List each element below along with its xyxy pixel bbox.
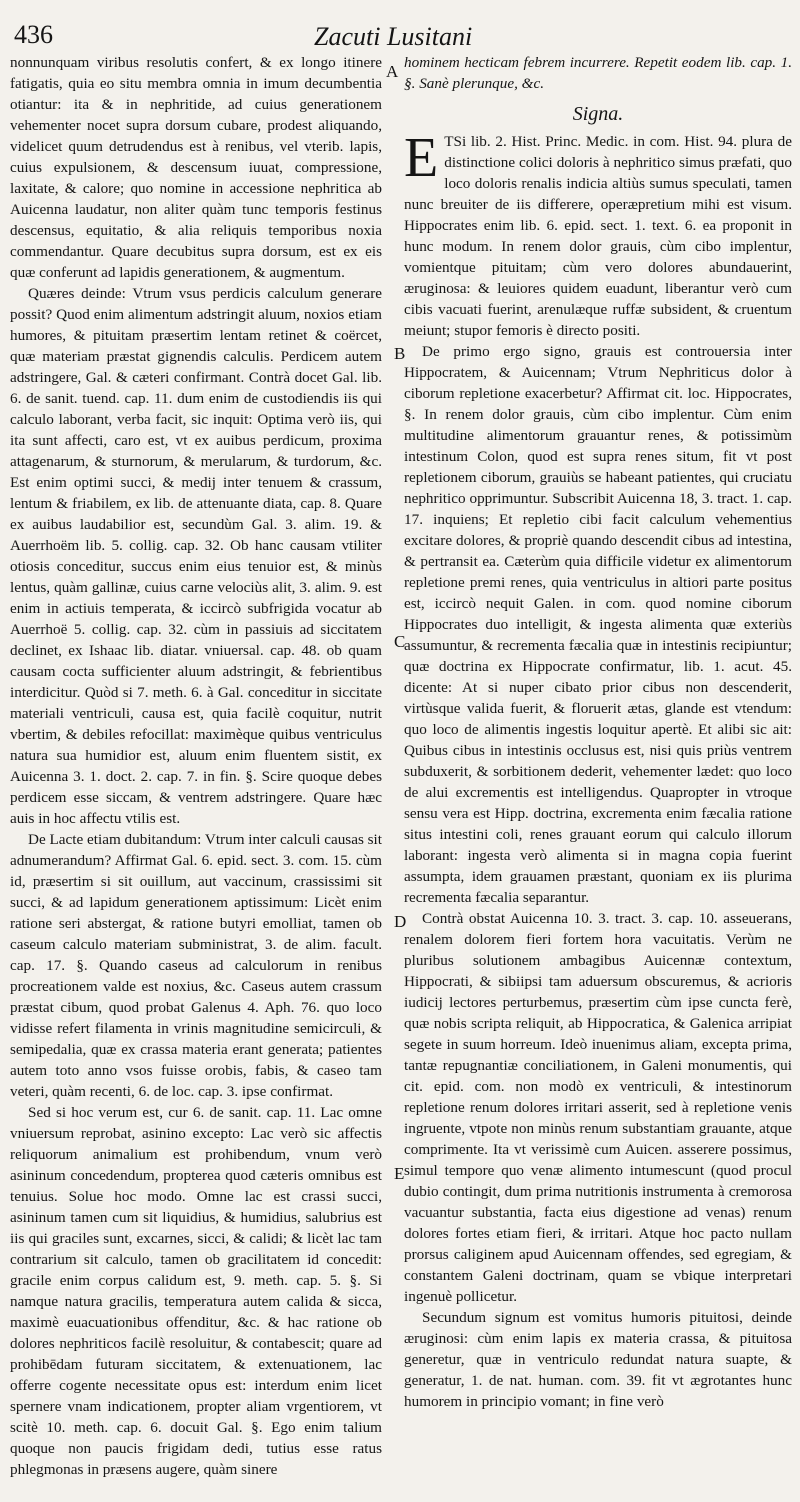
right-paragraph-3: Contrà obstat Auicenna 10. 3. tract. 3. cap. 10. asseuerans, renalem dolorem fieri fortem hora vacuitatis. Verùm ne pluribus solutionem ambagibus Auicennæ contextum, Hippocrati, & sibiipsi tam aduersum obscuremus, & acrioris iudicij lectores perturbemus, præsertim cùm ipse cuncta ferè, quæ nobis scripta reliquit, ab Hippocratica, & Galenica arripiat segete in suum horreum. Ideò inuenimus aliam, excepta prima, tantæ repugnantiæ conciliationem, in Galeni monumentis, qui cit. epid. com. non modò ex ventriculi, & intestinorum repletione renum dolores irritari asserit, sed à repletione venis ingruente, vtpote non minùs renum substantiam grauante, atque comprimente. Ita vt verissimè cum Auicen. asserere possimus, simul tempore quo venæ alimento intumescunt (quod procul dubio contingit, dum prima nutritionis instrumenta à cremorosa vacuantur substantia, facta eius digestione ad venas) renum dolores fortes etiam fieri, & irritari. Atque hoc pacto nullam prorsus caliginem apud Auicennam offendes, sed egregiam, & constantem Galeni doctrinam, quam se vbique interpretari ingenuè pollicetur. xyxy=(404,910,792,1305)
left-paragraph-3: De Lacte etiam dubitandum: Vtrum inter calculi causas sit adnumerandum? Affirmat Gal. 6. epid. sect. 3. com. 15. cùm id, præsertim si sit ouillum, aut vaccinum, crassissimi sit succi, & ad lapidum generationem aptissimum: Licèt enim ratione seri abstergat, & ratione butyri emolliat, tamen ob caseum calculo materiam subministrat, 3. de alim. facult. cap. 17. §. Quando caseus ad calculorum in renibus procreationem valde est noxius, &c. Caseus autem crassum præstat cibum, quod probat Galenus 4. Aph. 76. quo loco vidisse refert filamenta in vrinis magnitudine semicirculi, & semipedalia, quæ ex crassa materia erant generata; patientes autem toto anno vsos fuisse orobis, fabis, & caseo tam veteri, quàm recenti, 6. de loc. cap. 3. ipse confirmat. xyxy=(10,831,382,1100)
section-heading-signa: Signa. xyxy=(572,103,624,125)
right-paragraph-4: Secundum signum est vomitus humoris pituitosi, deinde æruginosi: cùm enim lapis ex materia crassa, & pituitosa generetur, quæ in ventriculo redundat natura suapte, & generatur, 1. de nat. human. com. 39. fit vt ægrotantes hunc humorem in principio vomant; in fine verò xyxy=(404,1309,792,1410)
right-continuation: hominem hecticam febrem incurrere. Repetit eodem lib. cap. 1. §. Sanè plerunque, &c. xyxy=(404,54,792,92)
drop-cap: E xyxy=(404,127,439,189)
running-header xyxy=(14,14,786,54)
left-paragraph-2: Quæres deinde: Vtrum vsus perdicis calculum generare possit? Quod enim alimentum adstringit aluum, noxios etiam humores, & pituitam præsertim lentam retinet & coërcet, quæ materiam præstat gignendis calculis. Perdicem autem adstringere, Gal. & cæteri confirmant. Contrà docet Gal. lib. 6. de sanit. tuend. cap. 11. dum enim de custodiendis iis qui calculo laborant, verba facit, sic inquit: Optima verò iis, qui ita sunt affecti, caro est, vt ex auibus perdicum, proxima attagenarum, & sturnorum, & merularum, & turdorum, &c. Est enim optimi succi, & medij inter tenuem & crassum, lentum & friabilem, ex lib. de attenuante diata, cap. 8. Quare ex auibus laudabilior est, secundùm Gal. 3. alim. 19. & Auerrhoëm lib. 5. collig. cap. 32. Ob hanc causam vtiliter otiosis conceditur, succus enim eius tenuior est, & minùs lentus, quàm gallinæ, cuius carne velociùs alit, 3. alim. 9. est enim in actiuis temperata, & iccircò subfrigida vocatur ab Auerrhoë 5. collig. cap. 32. cùm in passiuis ad siccitatem declinet, ex Ishaac lib. diatar. vniuersal. cap. 48. ob quam causam cocta sufficienter aluum adstringit, & febrientibus interdicitur. Quòd si 7. meth. 6. à Gal. conceditur in siccitate materiali ventriculi, causa est, quia facilè coquitur, nutrit vbertim, & debiles refocillat: maximèque quibus ventriculus natura sua humidior est, aluum enim fluentem sistit, ex Auicenna 3. 1. doct. 2. cap. 7. in fin. §. Scire quoque debes perdicem esse siccam, & ventrem adstringere. Quare hæc auis in hoc affectu vtilis est. xyxy=(10,285,382,827)
page-number: 436 xyxy=(14,20,53,49)
right-paragraph-1 xyxy=(404,127,792,341)
right-column xyxy=(404,52,792,1412)
margin-letter-c: C xyxy=(394,632,406,651)
margin-letter-b: B xyxy=(394,344,406,363)
margin-letter-e: E xyxy=(394,1164,405,1183)
right-paragraph-2: De primo ergo signo, grauis est controuersia inter Hippocratem, & Auicennam; Vtrum Nephriticus dolor à ciborum repletione exacerbetur? Affirmat cit. loc. Hippocrates, §. In renem dolor grauis, cùm cibo implentur. Cùm enim multitudine alimentorum grauantur renes, & potissimùm intestinum Colon, quod est supra renes situm, fit vt post repletionem ciborum, grauiùs se habeant patientes, qui cruciatu nephritico opprimuntur. Subscribit Auicenna 18, 3. tract. 1. cap. 17. inquiens; Et repletio cibi facit calculum vehementius excitare dolores, & propriè quando descendit cibus ad intestina, & pertransit ea. Cæterùm quia difficile videtur ex alimentorum repletione premi renes, quia ventriculus in altiori parte positus est, iccircò nequit Galen. in com. quod nomine ciborum Hippocrates duo intelligit, & ingesta alimenta quæ exteriùs assumuntur, & recrementa fæcalia quæ in intestinis recipiuntur; quæ doctrina ex Hippocrate confirmatur, lib. 1. acut. 45. dicente: At si nuper cibato prior cibus non descenderit, virtùsque valida fuerit, & floruerit ætas, glande est vtendum: quo loco de alimentis ingestis loquitur apertè. Et alibi sic ait: Quibus cibus in intestinis occlusus est, nisi quis priùs ventrem subduxerit, & sorbitionem dederit, vehementer lædet: quo loco de alui excrementis est intelligendus. Quapropter in vtroque sensu vera est Hipp. doctrina, excrementa enim fæcalia ratione situs intestini coli, renes grauant eorum qui calculo illorum laborant: ingesta verò alimenta si in magna copia fuerint assumpta, idem grauamen præstant, quoniam ex iis plurima recrementa fæcalia separantur. xyxy=(404,343,792,906)
right-paragraph-1-text: TSi lib. 2. Hist. Princ. Medic. in com. Hist. 94. plura de distinctione colici doloris à nephritico simus præfati, quo loco doloris renalis indicia altiùs sumus speculati, tamen nunc breuiter de iis differere, operæpretium mihi est visum. Hippocrates enim lib. 6. epid. sect. 1. text. 6. ea proponit in hunc modum. In renem dolor grauis, cùm cibo implentur, vomientque pituitam; cùm vero dolores abundauerint, æruginosa: & leuiores quidem euadunt, liberantur verò cum cibis vacuati fuerint, arenulæque ruffæ subsident, & cruentum meiunt; stupor femoris è directo positi. xyxy=(404,133,792,339)
left-column xyxy=(10,52,382,1480)
left-paragraph-4: Sed si hoc verum est, cur 6. de sanit. cap. 11. Lac omne vniuersum reprobat, asinino excepto: Lac verò sic affectis reliquorum animalium est prohibendum, vnum verò asininum concedendum, propterea quod cæteris omnibus est tenuius. Solue hoc modo. Omne lac est crassi succi, asininum tamen cum sit liquidius, & humidius, salubrius est iis qui graciles sunt, excarnes, sicci, & calidi; & licèt lac tam contrarium sit calculo, tamen ob gracilitatem id concedit: gracile enim corpus calidum est, 9. meth. cap. 5. §. Si namque natura gracilis, temperatura autem calida & sicca, maximè euacuationibus offenditur, &c. & hac ratione ob dolores nephriticos facilè resoluitur, & contabescit; quare ad prohibēdam futuram siccitatem, & extenuationem, lac offerre cogente necessitate opus est: interdum enim licet spernere vnam indicationem, propter aliam vrgentiorem, vt scitè 10. meth. cap. 6. docuit Gal. §. Ego enim talium quoque non paucis frigidam dedi, tutius esse ratus phlegmonas in præsens augere, quàm sinere xyxy=(10,1104,382,1478)
margin-letter-d: D xyxy=(394,912,407,931)
running-title: Zacuti Lusitani xyxy=(314,22,473,51)
margin-letter-a: A xyxy=(386,62,399,81)
left-paragraph-1: nonnunquam viribus resolutis confert, & ex longo itinere fatigatis, quia eo situ membra omnia in imum decumbentia otiantur: ita & in nephritide, ad cuius generationem vehementer nocet supra dorsum cubare, prodest aliquando, videlicet quum detrudendus est à renibus, vel vterib. lapis, cuius expulsionem, & descensum iuuat, compressione, laxitate, & calore; quo nomine in accessione nephritica ab Auicenna laudatur, non aliter quàm tunc temporis festinus descensus, equitatio, & alia reliquis temporibus noxia commendantur. Quare decubitus supra dorsum, est ex eis quæ conferunt ad lapidis generationem, & augmentum. xyxy=(10,54,382,281)
